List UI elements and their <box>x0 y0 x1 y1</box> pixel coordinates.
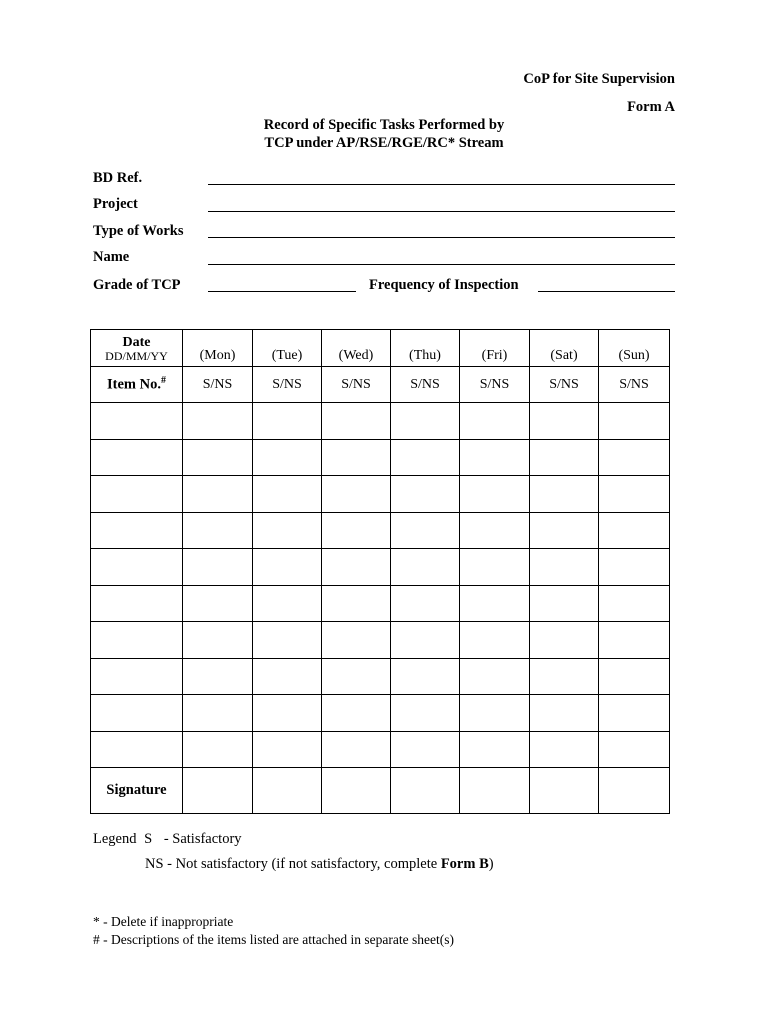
entry-cell[interactable] <box>391 585 460 622</box>
entry-cell[interactable] <box>460 403 530 440</box>
entry-cell[interactable] <box>391 512 460 549</box>
status-code-cell: S/NS <box>599 367 670 403</box>
entry-cell[interactable] <box>599 439 670 476</box>
signature-cell[interactable] <box>599 768 670 814</box>
project-label: Project <box>93 196 138 212</box>
item-cell[interactable] <box>91 439 183 476</box>
table-row <box>91 658 670 695</box>
table-row <box>91 585 670 622</box>
signature-cell[interactable] <box>460 768 530 814</box>
entry-cell[interactable] <box>183 622 253 659</box>
entry-cell[interactable] <box>253 476 322 513</box>
entry-cell[interactable] <box>530 658 599 695</box>
entry-cell[interactable] <box>183 512 253 549</box>
table-row <box>91 549 670 586</box>
entry-cell[interactable] <box>460 585 530 622</box>
legend-s-line <box>93 831 242 848</box>
date-format: DD/MM/YY <box>105 349 168 363</box>
entry-cell[interactable] <box>460 439 530 476</box>
entry-cell[interactable] <box>391 731 460 768</box>
entry-cell[interactable] <box>460 695 530 732</box>
name-line[interactable] <box>208 264 675 265</box>
item-cell[interactable] <box>91 476 183 513</box>
entry-cell[interactable] <box>253 512 322 549</box>
entry-cell[interactable] <box>253 695 322 732</box>
entry-cell[interactable] <box>322 549 391 586</box>
day-label: (Tue) <box>271 348 303 363</box>
entry-cell[interactable] <box>253 549 322 586</box>
entry-cell[interactable] <box>253 731 322 768</box>
signature-cell[interactable] <box>530 768 599 814</box>
item-cell[interactable] <box>91 695 183 732</box>
day-label: (Sat) <box>550 348 578 363</box>
day-cell-fri[interactable] <box>460 330 530 367</box>
entry-cell[interactable] <box>530 476 599 513</box>
entry-cell[interactable] <box>183 403 253 440</box>
signature-label: Signature <box>106 782 167 798</box>
frequency-label: Frequency of Inspection <box>369 277 519 293</box>
legend-ns-form: Form B <box>440 856 489 872</box>
entry-cell[interactable] <box>253 403 322 440</box>
type-of-works-label: Type of Works <box>93 223 184 239</box>
legend-ns-close: ) <box>488 856 494 872</box>
item-cell[interactable] <box>91 512 183 549</box>
form-label: Form A <box>627 99 675 115</box>
date-header-cell <box>91 330 183 367</box>
bd-ref-label: BD Ref. <box>93 170 143 186</box>
entry-cell[interactable] <box>391 695 460 732</box>
entry-cell[interactable] <box>391 658 460 695</box>
entry-cell[interactable] <box>599 658 670 695</box>
entry-cell[interactable] <box>183 731 253 768</box>
entry-cell[interactable] <box>391 549 460 586</box>
entry-cell[interactable] <box>183 476 253 513</box>
entry-cell[interactable] <box>391 403 460 440</box>
entry-cell[interactable] <box>322 622 391 659</box>
status-code-cell: S/NS <box>530 367 599 403</box>
note-hash: # - Descriptions of the items listed are attached in separate sheet(s) <box>93 932 454 947</box>
signature-label-cell <box>91 768 183 814</box>
day-cell-sat[interactable] <box>530 330 599 367</box>
day-label: (Wed) <box>338 348 374 363</box>
entry-cell[interactable] <box>322 585 391 622</box>
type-of-works-line[interactable] <box>208 237 675 238</box>
item-cell[interactable] <box>91 585 183 622</box>
date-label: Date <box>122 335 151 350</box>
entry-cell[interactable] <box>599 585 670 622</box>
entry-cell[interactable] <box>322 695 391 732</box>
item-cell[interactable] <box>91 549 183 586</box>
entry-cell[interactable] <box>460 658 530 695</box>
entry-cell[interactable] <box>460 476 530 513</box>
entry-cell[interactable] <box>530 585 599 622</box>
day-cell-sun[interactable] <box>599 330 670 367</box>
entry-cell[interactable] <box>322 731 391 768</box>
name-label: Name <box>93 249 130 265</box>
table-row <box>91 439 670 476</box>
entry-cell[interactable] <box>460 512 530 549</box>
status-code-cell: S/NS <box>183 367 253 403</box>
table-row <box>91 622 670 659</box>
grade-of-tcp-label: Grade of TCP <box>93 277 181 293</box>
entry-cell[interactable] <box>322 658 391 695</box>
item-cell[interactable] <box>91 658 183 695</box>
status-code-cell: S/NS <box>322 367 391 403</box>
entry-cell[interactable] <box>253 658 322 695</box>
day-label: (Sun) <box>618 348 650 363</box>
table-row <box>91 512 670 549</box>
entry-cell[interactable] <box>391 476 460 513</box>
entry-cell[interactable] <box>599 476 670 513</box>
project-line[interactable] <box>208 211 675 212</box>
date-row <box>91 330 670 367</box>
legend-ns-line <box>145 856 494 873</box>
entry-cell[interactable] <box>530 403 599 440</box>
item-no-mark: # <box>160 375 166 387</box>
item-header-row <box>91 367 670 403</box>
entry-cell[interactable] <box>183 549 253 586</box>
day-cell-mon[interactable] <box>183 330 253 367</box>
frequency-line[interactable] <box>538 291 675 292</box>
entry-cell[interactable] <box>599 403 670 440</box>
entry-cell[interactable] <box>599 695 670 732</box>
item-no-header <box>91 367 183 403</box>
table-row <box>91 731 670 768</box>
grade-of-tcp-line[interactable] <box>208 291 356 292</box>
signature-cell[interactable] <box>391 768 460 814</box>
legend-s-code: S <box>144 831 153 847</box>
entry-cell[interactable] <box>253 439 322 476</box>
form-title-line1: Record of Specific Tasks Performed by <box>263 117 505 133</box>
entry-cell[interactable] <box>599 622 670 659</box>
item-cell[interactable] <box>91 731 183 768</box>
entry-cell[interactable] <box>530 622 599 659</box>
table-row <box>91 403 670 440</box>
entry-cell[interactable] <box>460 622 530 659</box>
item-no-label: Item No. <box>107 376 161 393</box>
signature-cell[interactable] <box>253 768 322 814</box>
signature-row <box>91 768 670 814</box>
note-star: * - Delete if inappropriate <box>93 914 234 929</box>
entry-cell[interactable] <box>183 439 253 476</box>
day-label: (Mon) <box>199 348 236 363</box>
form-title <box>0 116 768 152</box>
day-cell-wed[interactable] <box>322 330 391 367</box>
item-cell[interactable] <box>91 622 183 659</box>
form-title-line2: TCP under AP/RSE/RGE/RC* Stream <box>264 135 504 151</box>
entry-cell[interactable] <box>530 549 599 586</box>
status-code-cell: S/NS <box>253 367 322 403</box>
cop-header: CoP for Site Supervision <box>523 71 675 87</box>
entry-cell[interactable] <box>460 731 530 768</box>
entry-cell[interactable] <box>599 512 670 549</box>
entry-cell[interactable] <box>322 512 391 549</box>
entry-cell[interactable] <box>391 439 460 476</box>
entry-cell[interactable] <box>530 695 599 732</box>
signature-cell[interactable] <box>183 768 253 814</box>
day-cell-thu[interactable] <box>391 330 460 367</box>
entry-cell[interactable] <box>599 731 670 768</box>
entry-cell[interactable] <box>460 549 530 586</box>
entry-cell[interactable] <box>599 549 670 586</box>
bd-ref-line[interactable] <box>208 184 675 185</box>
entry-cell[interactable] <box>322 439 391 476</box>
table-row <box>91 695 670 732</box>
status-code-cell: S/NS <box>460 367 530 403</box>
entry-cell[interactable] <box>530 439 599 476</box>
table-row <box>91 476 670 513</box>
status-code-cell: S/NS <box>391 367 460 403</box>
legend-ns-text: NS - Not satisfactory (if not satisfactory, complete <box>145 856 438 872</box>
day-label: (Thu) <box>409 348 441 363</box>
day-cell-tue[interactable] <box>253 330 322 367</box>
entry-cell[interactable] <box>530 731 599 768</box>
tasks-table <box>90 329 670 814</box>
entry-cell[interactable] <box>530 512 599 549</box>
entry-cell[interactable] <box>183 695 253 732</box>
entry-cell[interactable] <box>183 658 253 695</box>
entry-cell[interactable] <box>322 403 391 440</box>
day-label: (Fri) <box>481 348 508 363</box>
entry-cell[interactable] <box>253 622 322 659</box>
legend-prefix: Legend <box>93 831 137 847</box>
legend-s-text: - Satisfactory <box>163 831 242 847</box>
signature-cell[interactable] <box>322 768 391 814</box>
entry-cell[interactable] <box>253 585 322 622</box>
entry-cell[interactable] <box>183 585 253 622</box>
entry-cell[interactable] <box>322 476 391 513</box>
item-cell[interactable] <box>91 403 183 440</box>
entry-cell[interactable] <box>391 622 460 659</box>
